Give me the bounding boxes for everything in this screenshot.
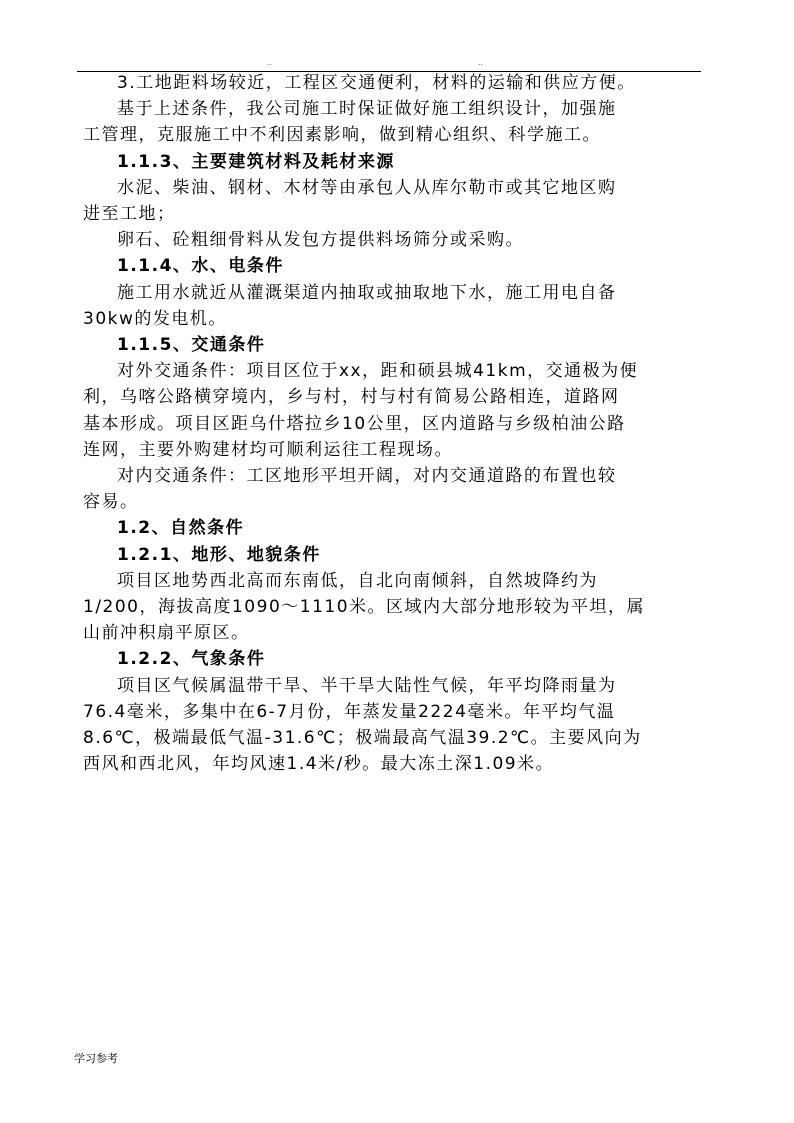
paragraph-line: 基本形成。项目区距乌什塔拉乡10公里，区内道路与乡级柏油公路 [83, 413, 626, 434]
paragraph-line: 项目区地势西北高而东南低，自北向南倾斜，自然坡降约为 [117, 570, 598, 591]
paragraph-line: 进至工地； [83, 204, 176, 225]
section-heading-1-2: 1.2、自然条件 [117, 518, 245, 539]
paragraph-line: 工管理，克服施工中不利因素影响，做到精心组织、科学施工。 [83, 125, 601, 146]
paragraph-line: 卵石、砼粗细骨料从发包方提供料场筛分或采购。 [117, 230, 524, 251]
paragraph-line: 对外交通条件：项目区位于xx，距和硕县城41km，交通极为便 [117, 361, 639, 382]
paragraph-line: 基于上述条件，我公司施工时保证做好施工组织设计，加强施 [117, 99, 617, 120]
paragraph-line: 容易。 [83, 492, 139, 513]
paragraph-line: 30kw的发电机。 [83, 308, 227, 329]
paragraph-line: 施工用水就近从灌溉渠道内抽取或抽取地下水，施工用电自备 [117, 282, 617, 303]
paragraph-line: 利，乌喀公路横穿境内，乡与村，村与村有简易公路相连，道路网 [83, 387, 620, 408]
paragraph-line: 连网，主要外购建材均可顺利运往工程现场。 [83, 439, 453, 460]
paragraph-line: 水泥、柴油、钢材、木材等由承包人从库尔勒市或其它地区购 [117, 177, 617, 198]
paragraph-line: 对内交通条件：工区地形平坦开阔，对内交通道路的布置也较 [117, 466, 617, 487]
paragraph-line: 西风和西北风，年均风速1.4米/秒。最大冻土深1.09米。 [83, 754, 555, 775]
paragraph-line: 76.4毫米，多集中在6-7月份，年蒸发量2224毫米。年平均气温 [83, 701, 616, 722]
paragraph-line: 8.6℃，极端最低气温-31.6℃；极端最高气温39.2℃。主要风向为 [83, 728, 642, 749]
section-heading-1-1-3: 1.1.3、主要建筑材料及耗材来源 [117, 151, 395, 172]
paragraph-line: 1/200，海拔高度1090～1110米。区域内大部分地形较为平坦，属 [83, 597, 646, 618]
paragraph-line: 山前冲积扇平原区。 [83, 623, 250, 644]
section-heading-1-1-4: 1.1.4、水、电条件 [117, 256, 284, 277]
section-heading-1-2-1: 1.2.1、地形、地貌条件 [117, 544, 321, 565]
paragraph-line: 3.工地距料场较近，工程区交通便利，材料的运输和供应方便。 [117, 73, 636, 93]
header-dot-left: .. [267, 58, 273, 67]
paragraph-line: 项目区气候属温带干旱、半干旱大陆性气候，年平均降雨量为 [117, 675, 617, 696]
footer-note: 学习参考 [74, 1052, 118, 1065]
section-heading-1-1-5: 1.1.5、交通条件 [117, 335, 266, 356]
header-dot-right: .. [478, 58, 484, 67]
document-body [83, 70, 703, 777]
section-heading-1-2-2: 1.2.2、气象条件 [117, 649, 266, 670]
